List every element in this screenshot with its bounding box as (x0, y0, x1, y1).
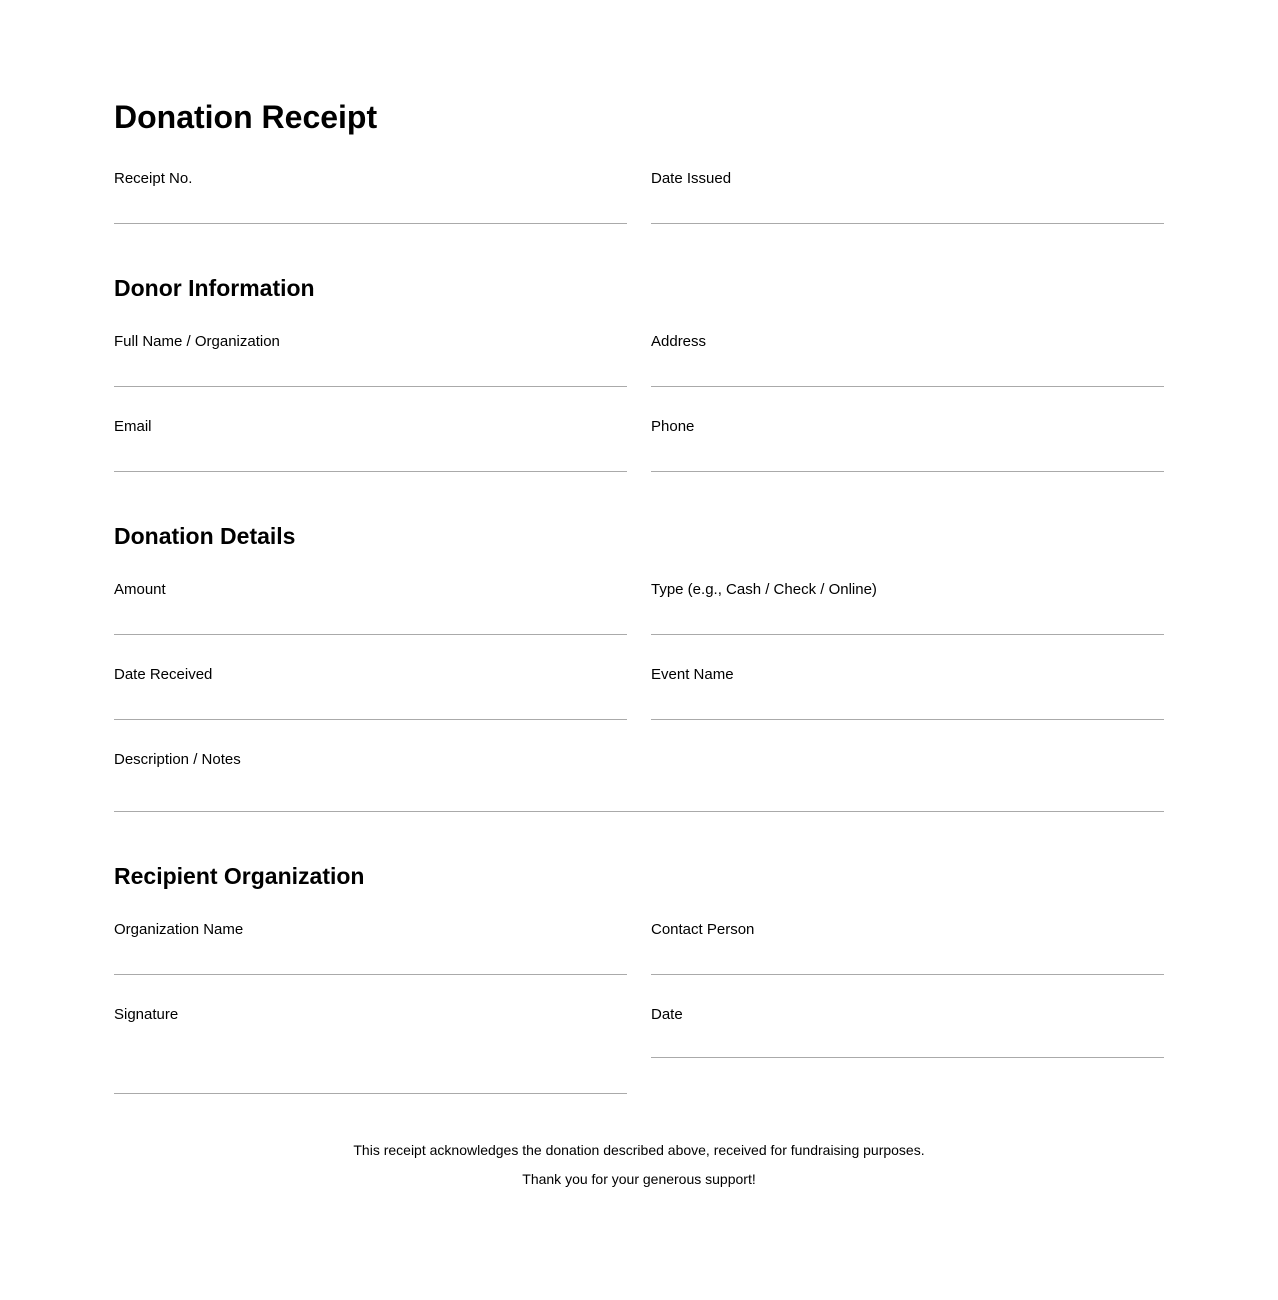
type-input[interactable] (651, 599, 1164, 634)
email-label: Email (114, 418, 152, 435)
donor-section-heading: Donor Information (114, 275, 315, 301)
full-name-label: Full Name / Organization (114, 333, 280, 350)
date-issued-input[interactable] (651, 188, 1164, 223)
phone-input[interactable] (651, 436, 1164, 471)
event-name-label: Event Name (651, 666, 734, 683)
date-received-label: Date Received (114, 666, 213, 683)
org-name-label: Organization Name (114, 921, 244, 938)
date-received-field (114, 666, 627, 720)
contact-person-label: Contact Person (651, 921, 755, 938)
amount-input[interactable] (114, 599, 627, 634)
signature-input[interactable] (114, 1024, 627, 1093)
amount-field (114, 581, 627, 635)
signature-field (114, 1006, 627, 1094)
date-received-input[interactable] (114, 684, 627, 719)
description-input[interactable] (114, 769, 1164, 811)
phone-label: Phone (651, 418, 695, 435)
date-field (651, 1006, 1164, 1094)
full-name-field (114, 333, 627, 387)
email-input[interactable] (114, 436, 627, 471)
page-title: Donation Receipt (114, 99, 378, 135)
donation-row-3 (114, 751, 1164, 812)
receipt-header-row (114, 170, 1164, 224)
recipient-row-2 (114, 1006, 1164, 1094)
phone-field (651, 418, 1164, 472)
donation-section-heading: Donation Details (114, 523, 296, 549)
address-input[interactable] (651, 351, 1164, 386)
recipient-section-heading: Recipient Organization (114, 863, 365, 889)
type-label: Type (e.g., Cash / Check / Online) (651, 581, 877, 598)
donation-row-1 (114, 581, 1164, 635)
type-field (651, 581, 1164, 635)
address-field (651, 333, 1164, 387)
contact-person-field (651, 921, 1164, 975)
receipt-no-field (114, 170, 627, 224)
full-name-input[interactable] (114, 351, 627, 386)
donor-row-2 (114, 418, 1164, 472)
donor-row-1 (114, 333, 1164, 387)
receipt-form (114, 99, 1164, 1188)
recipient-row-1 (114, 921, 1164, 975)
footer-thanks: Thank you for your generous support! (522, 1171, 756, 1187)
email-field (114, 418, 627, 472)
date-label: Date (651, 1006, 683, 1023)
date-input[interactable] (651, 1024, 1164, 1059)
receipt-no-label: Receipt No. (114, 170, 193, 187)
description-field (114, 751, 1164, 812)
footer-acknowledgement: This receipt acknowledges the donation described above, received for fundraising purposes. (353, 1142, 925, 1158)
date-underline (651, 1057, 1164, 1058)
date-issued-label: Date Issued (651, 170, 732, 187)
event-name-input[interactable] (651, 684, 1164, 719)
contact-person-input[interactable] (651, 939, 1164, 974)
footer (114, 1141, 1164, 1188)
address-label: Address (651, 333, 707, 350)
description-label: Description / Notes (114, 751, 241, 768)
receipt-no-input[interactable] (114, 188, 627, 223)
org-name-field (114, 921, 627, 975)
amount-label: Amount (114, 581, 166, 598)
signature-label: Signature (114, 1006, 179, 1023)
donation-row-2 (114, 666, 1164, 720)
event-name-field (651, 666, 1164, 720)
org-name-input[interactable] (114, 939, 627, 974)
date-issued-field (651, 170, 1164, 224)
